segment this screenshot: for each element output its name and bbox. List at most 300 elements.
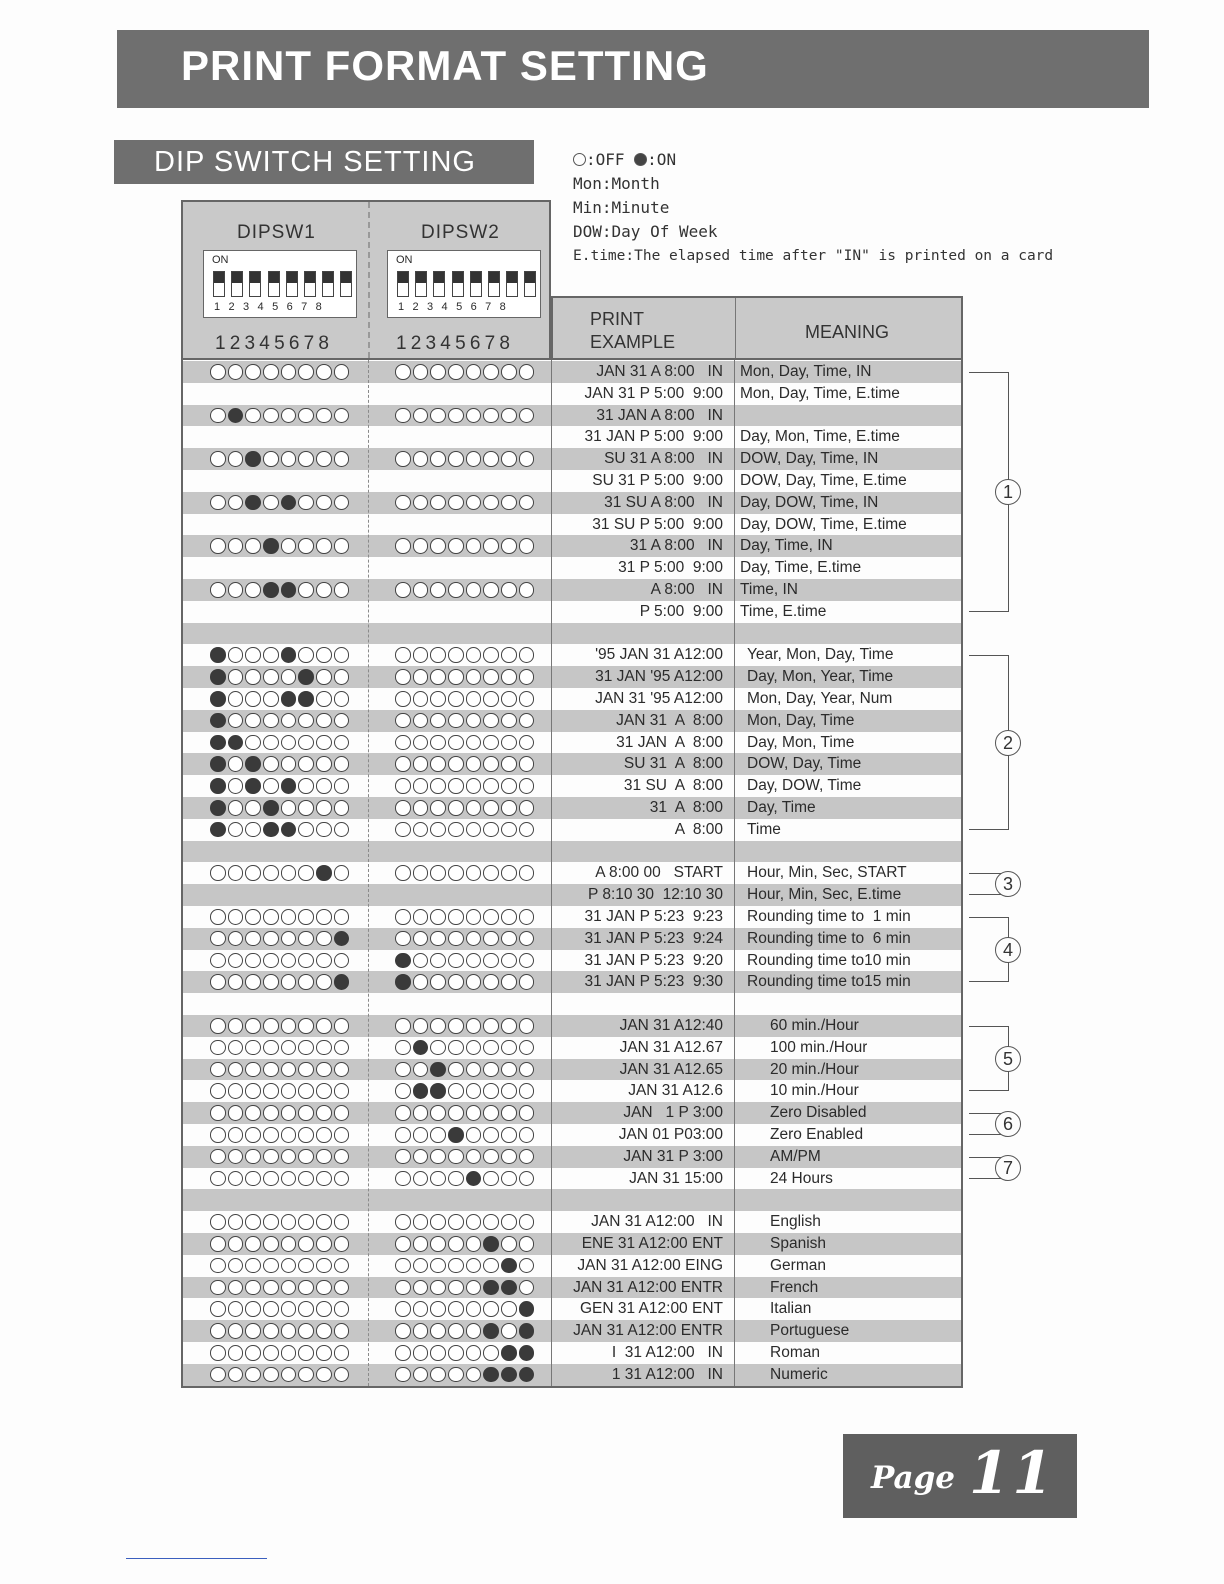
print-example: JAN 31 A12.6 (628, 1082, 723, 1100)
off-circle-icon (245, 691, 261, 707)
meaning-text: 60 min./Hour (770, 1017, 859, 1034)
off-circle-icon (210, 495, 226, 511)
off-circle-icon (395, 713, 411, 729)
dipsw2-state (395, 1236, 534, 1252)
off-circle-icon (334, 1367, 350, 1383)
off-circle-icon (228, 1323, 244, 1339)
dipsw2-state (395, 669, 534, 685)
dipsw1-state (210, 647, 349, 663)
off-circle-icon (466, 1149, 482, 1165)
dipsw1-state (210, 953, 349, 969)
legend-off-text: :OFF (586, 150, 635, 169)
on-circle-icon (210, 713, 226, 729)
print-example: 31 SU A 8:00 IN (604, 493, 723, 511)
meaning-text: Day, Time, E.time (740, 559, 862, 577)
off-circle-icon (395, 800, 411, 816)
on-circle-icon (501, 1280, 517, 1296)
off-circle-icon (519, 538, 535, 554)
meaning-text: Day, Mon, Time (747, 733, 855, 751)
off-circle-icon (483, 1040, 499, 1056)
off-circle-icon (334, 1214, 350, 1230)
table-row (183, 819, 961, 841)
off-circle-icon (210, 1127, 226, 1143)
print-example: SU 31 P 5:00 9:00 (592, 472, 723, 489)
dipsw1-state (210, 778, 349, 794)
off-circle-icon (413, 1301, 429, 1317)
off-circle-icon (430, 1301, 446, 1317)
off-circle-icon (210, 931, 226, 947)
off-circle-icon (501, 1018, 517, 1034)
off-circle-icon (448, 1214, 464, 1230)
off-circle-icon (263, 408, 279, 424)
off-circle-icon (430, 669, 446, 685)
off-circle-icon (298, 1062, 314, 1078)
off-circle-icon (466, 909, 482, 925)
dipsw1-state (210, 1236, 349, 1252)
off-circle-icon (448, 1258, 464, 1274)
print-example: 31 A 8:00 IN (629, 537, 723, 555)
off-circle-icon (245, 408, 261, 424)
off-circle-icon (281, 909, 297, 925)
off-circle-icon (298, 1105, 314, 1121)
legend-min: Min:Minute (573, 198, 670, 217)
off-circle-icon (448, 495, 464, 511)
off-circle-icon (245, 582, 261, 598)
table-row (183, 1080, 961, 1102)
off-circle-icon (281, 1105, 297, 1121)
off-circle-icon (281, 1083, 297, 1099)
dipsw2-state (395, 1149, 534, 1165)
meaning-text: Day, DOW, Time (747, 777, 862, 795)
on-circle-icon (519, 1301, 535, 1317)
dipsw2-state (395, 735, 534, 751)
off-circle-icon (483, 408, 499, 424)
off-circle-icon (395, 931, 411, 947)
off-circle-icon (395, 669, 411, 685)
off-circle-icon (334, 800, 350, 816)
off-circle-icon (413, 909, 429, 925)
off-circle-icon (263, 1345, 279, 1361)
off-circle-icon (298, 1127, 314, 1143)
off-circle-icon (395, 647, 411, 663)
switch-key-icon (397, 271, 409, 297)
off-circle-icon (210, 364, 226, 380)
off-circle-icon (316, 1083, 332, 1099)
print-example (553, 841, 723, 863)
off-circle-icon (316, 1040, 332, 1056)
off-circle-icon (483, 931, 499, 947)
off-circle-icon (466, 1040, 482, 1056)
dipsw2-state (395, 931, 534, 947)
off-circle-icon (501, 1105, 517, 1121)
off-circle-icon (395, 582, 411, 598)
dipsw1-state (210, 1105, 349, 1121)
on-circle-icon (483, 1236, 499, 1252)
off-circle-icon (334, 1301, 350, 1317)
meaning-text: Day, Time, IN (740, 537, 833, 555)
off-circle-icon (466, 1345, 482, 1361)
off-circle-icon (466, 974, 482, 990)
dipsw1-keys (213, 271, 352, 297)
on-circle-icon (395, 953, 411, 969)
off-circle-icon (281, 1236, 297, 1252)
off-circle-icon (263, 756, 279, 772)
off-circle-icon (228, 364, 244, 380)
off-circle-icon (395, 735, 411, 751)
off-circle-icon (281, 451, 297, 467)
on-circle-icon (210, 735, 226, 751)
print-example: 31 SU P 5:00 9:00 (592, 515, 723, 533)
meaning-text: Italian (770, 1300, 812, 1318)
meaning-text: Rounding time to10 min (747, 951, 911, 969)
off-circle-icon (298, 408, 314, 424)
print-example-header-line1: PRINT (590, 309, 644, 329)
off-circle-icon (501, 909, 517, 925)
off-circle-icon (316, 1323, 332, 1339)
off-circle-icon (228, 1127, 244, 1143)
print-example: JAN 31 A12.65 (619, 1060, 723, 1078)
print-example: P 5:00 9:00 (639, 602, 723, 620)
off-circle-icon (395, 909, 411, 925)
off-circle-icon (263, 451, 279, 467)
off-circle-icon (430, 1018, 446, 1034)
off-circle-icon (466, 822, 482, 838)
off-circle-icon (430, 974, 446, 990)
off-circle-icon (210, 1149, 226, 1165)
dipsw1-state (210, 1323, 349, 1339)
print-example: JAN 1 P 3:00 (623, 1104, 723, 1122)
dipsw2-state (395, 1105, 534, 1121)
off-circle-icon (263, 1149, 279, 1165)
dipsw2-state (395, 756, 534, 772)
meaning-text: 24 Hours (770, 1169, 833, 1187)
off-circle-icon (430, 909, 446, 925)
on-circle-icon (263, 800, 279, 816)
off-circle-icon (483, 953, 499, 969)
switch-key-number: 3 (243, 301, 250, 313)
table-row (183, 448, 961, 470)
table-row (183, 426, 961, 448)
dip-switch-header (181, 200, 551, 358)
table-row (183, 383, 961, 405)
page-number-badge (843, 1434, 1077, 1518)
off-circle-icon (483, 756, 499, 772)
table-row (183, 514, 961, 536)
off-circle-icon (519, 1149, 535, 1165)
meaning-text: Hour, Min, Sec, START (747, 864, 907, 882)
off-circle-icon (298, 364, 314, 380)
dipsw1-switch-icon (203, 250, 357, 318)
off-circle-icon (210, 1018, 226, 1034)
off-circle-icon (519, 931, 535, 947)
off-circle-icon (395, 1083, 411, 1099)
on-circle-icon (395, 974, 411, 990)
on-circle-icon (519, 1345, 535, 1361)
off-circle-icon (263, 495, 279, 511)
off-circle-icon (501, 451, 517, 467)
off-circle-icon (501, 364, 517, 380)
off-circle-icon (334, 1105, 350, 1121)
off-circle-icon (210, 1258, 226, 1274)
dipsw2-state (395, 1040, 534, 1056)
off-circle-icon (334, 778, 350, 794)
dipsw2-state (395, 1127, 534, 1143)
off-circle-icon (519, 1083, 535, 1099)
table-row (183, 1233, 961, 1255)
table-row (183, 993, 961, 1015)
dipsw1-state (210, 1345, 349, 1361)
off-circle-icon (263, 1105, 279, 1121)
off-circle-icon (263, 364, 279, 380)
print-example: JAN 31 A12:00 ENTR (573, 1322, 723, 1340)
dipsw1-state (210, 756, 349, 772)
off-circle-icon (245, 1105, 261, 1121)
off-circle-icon (334, 1258, 350, 1274)
table-row (183, 906, 961, 928)
off-circle-icon (334, 408, 350, 424)
dipsw2-state (395, 822, 534, 838)
off-circle-icon (281, 1018, 297, 1034)
print-example: JAN 31 P 5:00 9:00 (584, 384, 723, 402)
table-row (183, 1211, 961, 1233)
off-circle-icon (395, 1236, 411, 1252)
off-circle-icon (413, 1323, 429, 1339)
meaning-text: Portuguese (770, 1322, 850, 1340)
switch-key-number: 2 (228, 301, 235, 313)
off-circle-icon (316, 1018, 332, 1034)
off-circle-icon (519, 647, 535, 663)
off-circle-icon (298, 931, 314, 947)
table-row (183, 1102, 961, 1124)
off-circle-icon (334, 953, 350, 969)
off-circle-icon (316, 800, 332, 816)
dipsw1-key-numbers (214, 301, 322, 313)
table-row (183, 492, 961, 514)
off-circle-icon (413, 756, 429, 772)
off-circle-icon (210, 1323, 226, 1339)
print-example: JAN 31 P 3:00 (623, 1147, 723, 1165)
dipsw1-state (210, 669, 349, 685)
off-circle-icon (316, 691, 332, 707)
switch-key-icon (231, 271, 243, 297)
off-circle-icon (263, 1083, 279, 1099)
dipsw2-key-numbers (398, 301, 506, 313)
table-row (183, 470, 961, 492)
off-circle-icon (413, 495, 429, 511)
print-example: SU 31 A 8:00 IN (604, 450, 723, 468)
switch-key-icon (488, 271, 500, 297)
off-circle-icon (448, 865, 464, 881)
off-circle-icon (228, 865, 244, 881)
off-circle-icon (228, 756, 244, 772)
off-circle-icon (210, 451, 226, 467)
off-circle-icon (519, 1062, 535, 1078)
print-example (553, 993, 723, 1015)
off-circle-icon (483, 1149, 499, 1165)
off-circle-icon (263, 1127, 279, 1143)
meaning-text: French (770, 1278, 819, 1296)
off-circle-icon (334, 364, 350, 380)
on-circle-icon (228, 735, 244, 751)
print-example: JAN 31 A12:00 ENTR (573, 1278, 723, 1296)
off-circle-icon (501, 800, 517, 816)
off-circle-icon (228, 1258, 244, 1274)
off-circle-icon (519, 1018, 535, 1034)
off-circle-icon (483, 1214, 499, 1230)
table-row (183, 1124, 961, 1146)
meaning-text: 100 min./Hour (770, 1038, 868, 1056)
off-circle-icon (334, 1083, 350, 1099)
print-example: P 8:10 30 12:10 30 (587, 886, 723, 904)
off-circle-icon (466, 582, 482, 598)
meaning-text: Mon, Day, Time, E.time (740, 384, 900, 402)
off-circle-icon (466, 800, 482, 816)
off-circle-icon (430, 713, 446, 729)
section-title: DIP SWITCH SETTING (154, 146, 476, 178)
on-circle-icon (263, 582, 279, 598)
off-circle-icon (413, 800, 429, 816)
on-circle-icon (501, 1345, 517, 1361)
dipsw2-state (395, 800, 534, 816)
off-circle-icon (519, 1105, 535, 1121)
off-circle-icon (298, 713, 314, 729)
off-circle-icon (263, 1367, 279, 1383)
switch-key-number: 7 (485, 301, 492, 313)
off-circle-icon (519, 756, 535, 772)
off-circle-icon (334, 1018, 350, 1034)
off-circle-icon (281, 953, 297, 969)
dipsw2-state (395, 1171, 534, 1187)
meaning-text: Day, Mon, Year, Time (747, 668, 894, 686)
off-circle-icon (316, 1127, 332, 1143)
off-circle-icon (395, 1323, 411, 1339)
off-circle-icon (413, 669, 429, 685)
print-example-header-line2: EXAMPLE (590, 332, 676, 352)
table-row (183, 884, 961, 906)
switch-key-icon (340, 271, 352, 297)
off-circle-icon (316, 931, 332, 947)
off-circle-icon (466, 364, 482, 380)
off-circle-icon (245, 538, 261, 554)
off-circle-icon (245, 669, 261, 685)
off-circle-icon (245, 1301, 261, 1317)
off-circle-icon (448, 669, 464, 685)
off-circle-icon (228, 1301, 244, 1317)
off-circle-icon (316, 1280, 332, 1296)
off-circle-icon (395, 1280, 411, 1296)
off-circle-icon (298, 778, 314, 794)
off-circle-icon (413, 1258, 429, 1274)
off-circle-icon (245, 1018, 261, 1034)
off-circle-icon (228, 953, 244, 969)
off-circle-icon (466, 1301, 482, 1317)
print-example-header (590, 308, 675, 354)
dipsw2-numbers: 12345678 (396, 333, 515, 354)
on-circle-icon (263, 538, 279, 554)
table-row (183, 928, 961, 950)
table-row (183, 601, 961, 623)
off-circle-icon (334, 538, 350, 554)
off-circle-icon (210, 1105, 226, 1121)
print-example: JAN 01 P03:00 (618, 1126, 723, 1143)
off-circle-icon (228, 1171, 244, 1187)
off-circle-icon (334, 495, 350, 511)
off-circle-icon (413, 735, 429, 751)
off-circle-icon (263, 713, 279, 729)
off-circle-icon (245, 1236, 261, 1252)
off-circle-icon (316, 669, 332, 685)
dipsw2-state (395, 865, 534, 881)
off-circle-icon (430, 735, 446, 751)
off-circle-icon (448, 1236, 464, 1252)
off-circle-icon (430, 1171, 446, 1187)
off-circle-icon (448, 1280, 464, 1296)
off-circle-icon (210, 1301, 226, 1317)
off-circle-icon (466, 451, 482, 467)
dipsw1-state (210, 1171, 349, 1187)
off-circle-icon (316, 1149, 332, 1165)
off-circle-icon (395, 1345, 411, 1361)
off-circle-icon (298, 1171, 314, 1187)
off-circle-icon (210, 1214, 226, 1230)
off-circle-icon (466, 1083, 482, 1099)
meaning-text: Spanish (770, 1235, 827, 1252)
off-circle-icon (245, 909, 261, 925)
off-circle-icon (483, 1105, 499, 1121)
off-circle-icon (316, 408, 332, 424)
off-circle-icon (245, 953, 261, 969)
off-circle-icon (501, 1040, 517, 1056)
column-divider (551, 360, 552, 1386)
off-circle-icon (466, 865, 482, 881)
dipsw1-state (210, 364, 349, 380)
table-row (183, 623, 961, 645)
off-circle-icon (316, 713, 332, 729)
off-circle-icon (245, 713, 261, 729)
off-circle-icon (281, 1149, 297, 1165)
dipsw1-state (210, 1280, 349, 1296)
dipsw2-switch-icon (387, 250, 541, 318)
off-circle-icon (483, 974, 499, 990)
switch-key-icon (433, 271, 445, 297)
off-circle-icon (519, 451, 535, 467)
off-circle-icon (483, 1018, 499, 1034)
off-circle-icon (263, 778, 279, 794)
off-circle-icon (501, 1083, 517, 1099)
off-circle-icon (466, 778, 482, 794)
off-circle-icon (430, 582, 446, 598)
off-circle-icon (483, 647, 499, 663)
off-circle-icon (228, 1040, 244, 1056)
off-circle-icon (334, 865, 350, 881)
off-circle-icon (519, 1258, 535, 1274)
off-circle-icon (298, 647, 314, 663)
on-circle-icon (245, 451, 261, 467)
off-circle-icon (413, 582, 429, 598)
off-circle-icon (430, 364, 446, 380)
off-circle-icon (245, 1280, 261, 1296)
off-circle-icon (519, 495, 535, 511)
off-circle-icon (210, 1367, 226, 1383)
off-circle-icon (395, 1171, 411, 1187)
off-circle-icon (483, 1171, 499, 1187)
off-circle-icon (395, 691, 411, 707)
off-circle-icon (228, 669, 244, 685)
off-circle-icon (430, 1236, 446, 1252)
switch-key-number: 7 (301, 301, 308, 313)
off-circle-icon (519, 778, 535, 794)
table-row (183, 666, 961, 688)
